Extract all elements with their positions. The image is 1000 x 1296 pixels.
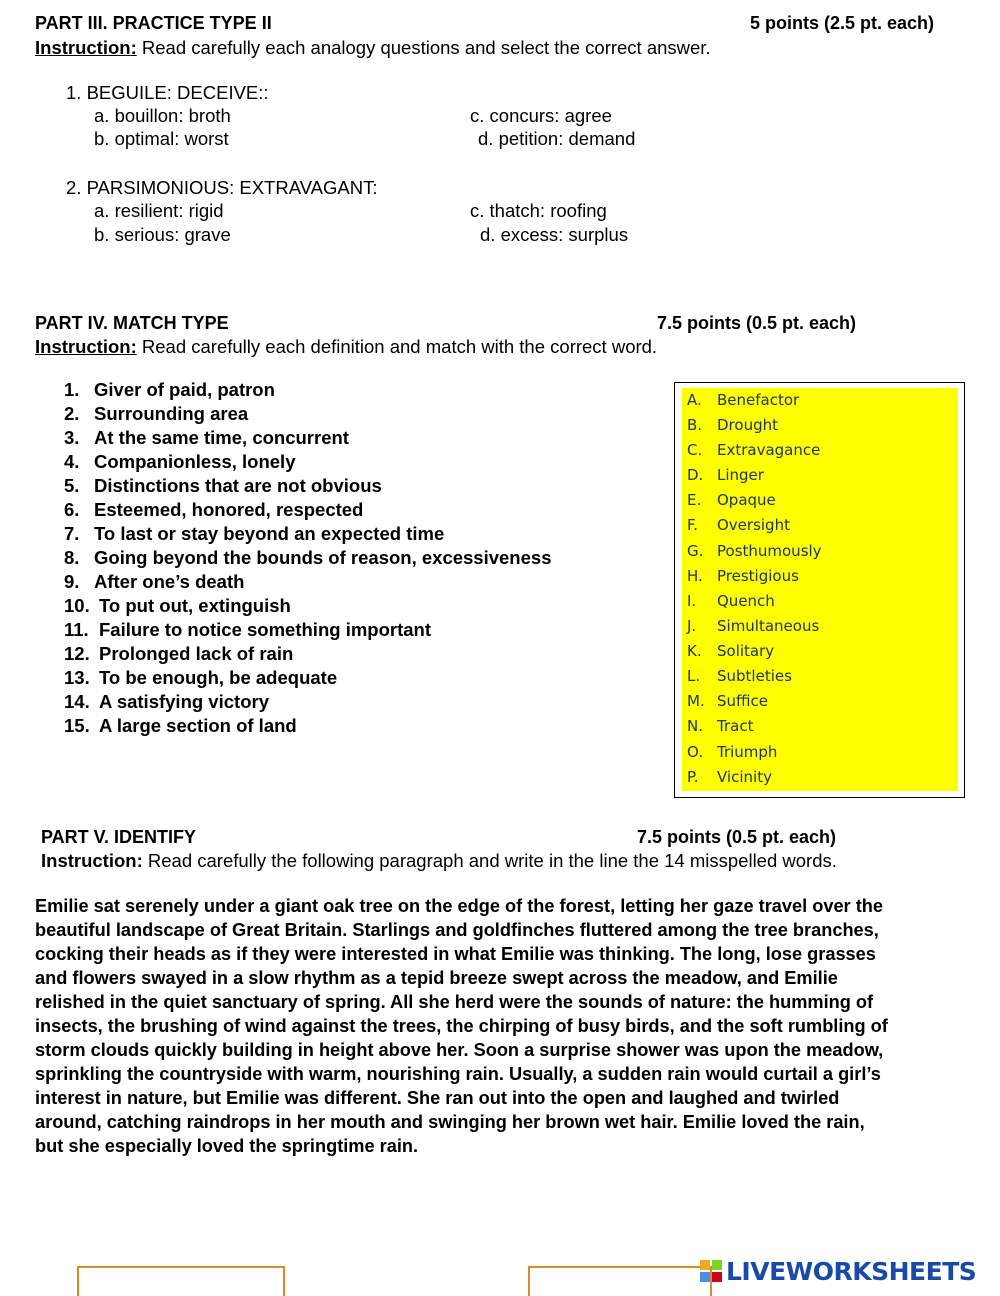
part4-points: 7.5 points (0.5 pt. each) — [657, 313, 857, 333]
analogy-question-2-option-a[interactable]: a. resilient: rigid — [94, 200, 224, 221]
part5-instruction-label: Instruction: — [41, 850, 143, 871]
match-option[interactable]: B. Drought — [687, 416, 778, 434]
part5-instruction — [41, 850, 837, 872]
match-option[interactable]: I. Quench — [687, 592, 775, 610]
definition-item: 2. Surrounding area — [64, 403, 249, 424]
definition-item: 1. Giver of paid, patron — [64, 379, 275, 400]
match-option[interactable]: G. Posthumously — [687, 542, 822, 560]
analogy-question-2-stem: 2. PARSIMONIOUS: EXTRAVAGANT: — [66, 177, 378, 198]
part4-instruction-label: Instruction: — [35, 336, 137, 357]
analogy-question-1-option-d[interactable]: d. petition: demand — [478, 128, 636, 149]
definition-item: 3. At the same time, concurrent — [64, 427, 349, 448]
part5-instruction-text: Read carefully the following paragraph and write in the line the 14 misspelled words. — [142, 850, 837, 871]
part3-points: 5 points (2.5 pt. each) — [750, 13, 935, 33]
definition-item: 8. Going beyond the bounds of reason, excessiveness — [64, 547, 552, 568]
paragraph-line: relished in the quiet sanctuary of spring. All she herd were the sounds of nature: the humming of — [35, 992, 874, 1012]
paragraph-line: beautiful landscape of Great Britain. Starlings and goldfinches fluttered among the tree branches, — [35, 920, 879, 940]
part4-instruction-text: Read carefully each definition and match with the correct word. — [136, 336, 658, 357]
paragraph-line: around, catching raindrops in her mouth and swinging her brown wet hair. Emilie loved the rain, — [35, 1112, 865, 1132]
part3-instruction — [35, 37, 711, 59]
analogy-question-1-option-c[interactable]: c. concurs: agree — [470, 105, 612, 126]
analogy-question-2-option-c[interactable]: c. thatch: roofing — [470, 200, 607, 221]
definition-item: 5. Distinctions that are not obvious — [64, 475, 382, 496]
definition-item: 10. To put out, extinguish — [64, 595, 291, 616]
match-option[interactable]: M. Suffice — [687, 692, 769, 710]
definition-item: 11. Failure to notice something important — [64, 619, 431, 640]
match-option[interactable]: P. Vicinity — [687, 768, 772, 786]
analogy-question-2-option-d[interactable]: d. excess: surplus — [480, 224, 629, 245]
part5-title: PART V. IDENTIFY — [41, 827, 197, 847]
liveworksheets-logo — [700, 1256, 976, 1286]
answer-input-box-1[interactable] — [77, 1266, 285, 1296]
paragraph-line: and flowers swayed in a slow rhythm as a tepid breeze swept across the meadow, and Emilie — [35, 968, 838, 988]
definition-item: 7. To last or stay beyond an expected time — [64, 523, 445, 544]
paragraph-line: but she especially loved the springtime rain. — [35, 1136, 419, 1156]
match-option[interactable]: E. Opaque — [687, 491, 776, 509]
paragraph-line: insects, the brushing of wind against the trees, the chirping of busy birds, and the soft rumbling of — [35, 1016, 888, 1036]
match-option[interactable]: F. Oversight — [687, 516, 790, 534]
definition-item: 14. A satisfying victory — [64, 691, 269, 712]
identify-paragraph — [35, 894, 975, 1158]
part5-points: 7.5 points (0.5 pt. each) — [637, 827, 837, 847]
part3-instruction-text: Read carefully each analogy questions and select the correct answer. — [136, 37, 711, 58]
definition-item: 12. Prolonged lack of rain — [64, 643, 294, 664]
paragraph-line: interest in nature, but Emilie was different. She ran out into the open and laughed and twirled — [35, 1088, 840, 1108]
part3-title: PART III. PRACTICE TYPE II — [35, 13, 272, 33]
match-option[interactable]: D. Linger — [687, 466, 764, 484]
part4-title: PART IV. MATCH TYPE — [35, 313, 229, 333]
match-option[interactable]: A. Benefactor — [687, 391, 800, 409]
match-option[interactable]: O. Triumph — [687, 743, 778, 761]
match-option[interactable]: K. Solitary — [687, 642, 775, 660]
liveworksheets-logo-text: LIVEWORKSHEETS — [726, 1256, 977, 1286]
definition-item: 13. To be enough, be adequate — [64, 667, 338, 688]
definition-item: 4. Companionless, lonely — [64, 451, 296, 472]
paragraph-line: Emilie sat serenely under a giant oak tree on the edge of the forest, letting her gaze travel over the — [35, 896, 883, 916]
definition-item: 9. After one’s death — [64, 571, 245, 592]
analogy-question-1-option-a[interactable]: a. bouillon: broth — [94, 105, 231, 126]
paragraph-line: sprinkling the countryside with warm, nourishing rain. Usually, a sudden rain would curtail a girl’s — [35, 1064, 881, 1084]
analogy-question-1-stem: 1. BEGUILE: DECEIVE:: — [66, 82, 269, 103]
match-option[interactable]: H. Prestigious — [687, 567, 799, 585]
match-option[interactable]: L. Subtleties — [687, 667, 792, 685]
match-option[interactable]: J. Simultaneous — [687, 617, 820, 635]
paragraph-line: storm clouds quickly building in height above her. Soon a surprise shower was upon the meadow, — [35, 1040, 884, 1060]
definition-item: 15. A large section of land — [64, 715, 297, 736]
match-option[interactable]: N. Tract — [687, 717, 754, 735]
definition-list — [64, 378, 551, 738]
analogy-question-2-option-b[interactable]: b. serious: grave — [94, 224, 231, 245]
analogy-question-1-option-b[interactable]: b. optimal: worst — [94, 128, 229, 149]
match-option[interactable]: C. Extravagance — [687, 441, 821, 459]
liveworksheets-logo-icon — [700, 1259, 724, 1283]
match-options-box — [674, 382, 965, 798]
part4-instruction — [35, 336, 657, 358]
answer-input-box-2[interactable] — [528, 1266, 712, 1296]
definition-item: 6. Esteemed, honored, respected — [64, 499, 364, 520]
part3-instruction-label: Instruction: — [35, 37, 137, 58]
paragraph-line: cocking their heads as if they were interested in what Emilie was thinking. The long, lose grasses — [35, 944, 876, 964]
